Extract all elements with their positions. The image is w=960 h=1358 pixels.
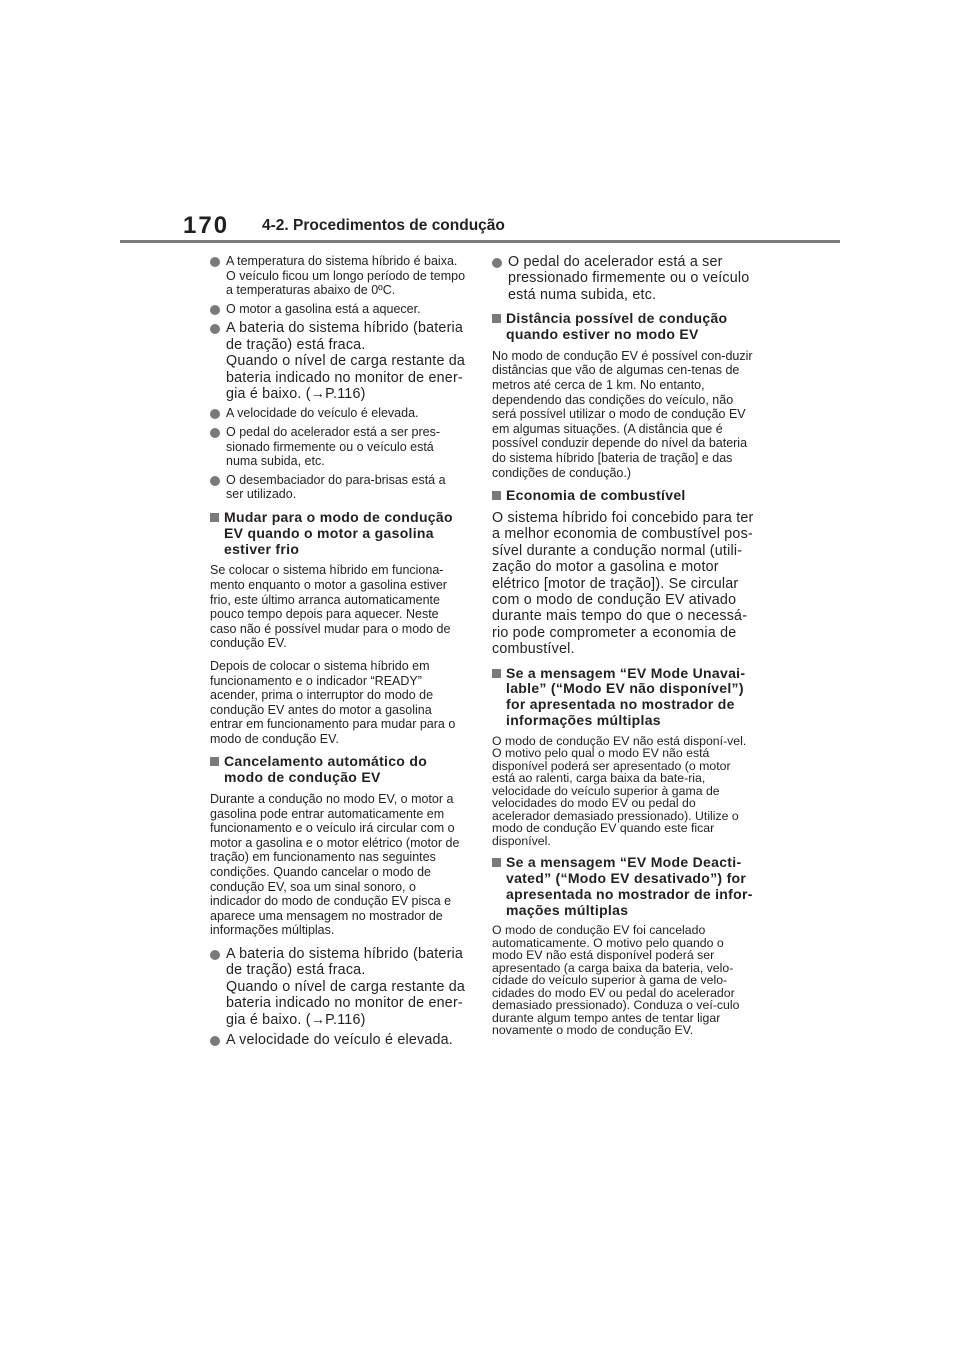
bullet-title: A temperatura do sistema híbrido é baixa. bbox=[226, 254, 458, 268]
header-rule bbox=[120, 240, 840, 243]
bullet-note: O veículo ficou um longo período de tempo a temperaturas abaixo de 0ºC. bbox=[226, 268, 466, 298]
paragraph: O modo de condução EV foi cancelado automaticamente. O motivo pelo quando o modo EV não está disponível poderá ser apresentado (a carga baixa da bateria, velo-cidade do veículo superior à gama de velo-cidades do modo EV ou pedal do acelerador demasiado pressionado). Conduza o veí-culo durante algum tempo antes de tentar ligar novamente o modo de condução EV. bbox=[492, 923, 740, 1038]
section-heading: Se a mensagem “EV Mode Unavai-lable” (“Modo EV não disponível”) for apresentada no mostrador de informações múltiplas bbox=[492, 666, 754, 729]
bullet-item: A velocidade do veículo é elevada. bbox=[210, 406, 466, 421]
section-heading: Cancelamento automático do modo de condução EV bbox=[210, 754, 466, 786]
paragraph: O modo de condução EV não está disponí-vel. O motivo pelo qual o modo EV não está disponível poderá ser apresentado (o motor está ao ralenti, carga baixa da bate-ria, velocidade do veículo superior à gama de velocidades do modo EV ou pedal do acelerador demasiado pressionado). Utilize o modo de condução EV quando este ficar disponível. bbox=[492, 733, 747, 848]
left-column bbox=[210, 254, 466, 1052]
bullet-item bbox=[210, 946, 466, 1028]
paragraph: Depois de colocar o sistema híbrido em funcionamento e o indicador “READY” acender, prima o interruptor do modo de condução EV antes do motor a gasolina entrar em funcionamento para mudar para o modo de condução EV. bbox=[210, 658, 456, 746]
bullet-item bbox=[210, 320, 466, 402]
bullet-item: O desembaciador do para-brisas está a ser utilizado. bbox=[210, 473, 466, 502]
bullet-item: O pedal do acelerador está a ser pressionado firmemente ou o veículo está numa subida, etc. bbox=[492, 254, 754, 303]
section-heading: Distância possível de condução quando estiver no modo EV bbox=[492, 311, 754, 343]
bullet-note: Quando o nível de carga restante da bateria indicado no monitor de ener-gia é baixo. (→P.116) bbox=[226, 978, 466, 1028]
bullet-title: A bateria do sistema híbrido (bateria de tração) está fraca. bbox=[226, 946, 464, 979]
right-column bbox=[492, 254, 754, 1045]
section-heading: Mudar para o modo de condução EV quando o motor a gasolina estiver frio bbox=[210, 510, 466, 557]
bullet-item: O pedal do acelerador está a ser pres-sionado firmemente ou o veículo está numa subida, etc. bbox=[210, 425, 466, 469]
page-number: 170 bbox=[183, 212, 230, 239]
paragraph: No modo de condução EV é possível con-duzir distâncias que vão de algumas cen-tenas de metros até cerca de 1 km. No entanto, dependendo das condições do veículo, não será possível utilizar o modo de condução EV em algumas situações. (A distância que é possível conduzir depende do nível da bateria do sistema híbrido [bateria de tração] e das condições de condução.) bbox=[492, 348, 753, 480]
bullet-note: Quando o nível de carga restante da bateria indicado no monitor de ener-gia é baixo. (→P.116) bbox=[226, 353, 466, 402]
section-heading: Economia de combustível bbox=[492, 488, 754, 504]
bullet-item: A velocidade do veículo é elevada. bbox=[210, 1032, 466, 1048]
paragraph: O sistema híbrido foi concebido para ter a melhor economia de combustível pos-sível durante a condução normal (utili-zação do motor a gasolina e motor elétrico [motor de tração]). Se circular com o modo de condução EV ativado durante mais tempo do que o necessá-rio pode comprometer a economia de combustível. bbox=[492, 509, 754, 658]
paragraph: Durante a condução no modo EV, o motor a gasolina pode entrar automaticamente em funcionamento e o veículo irá circular com o motor a gasolina e o motor elétrico (motor de tração) em funcionamento nas seguintes condições. Quando cancelar o modo de condução EV, soa um sinal sonoro, o indicador do modo de condução EV pisca e aparece uma mensagem no mostrador de informações múltiplas. bbox=[210, 792, 460, 938]
bullet-item bbox=[210, 254, 466, 298]
bullet-item: O motor a gasolina está a aquecer. bbox=[210, 302, 466, 317]
paragraph: Se colocar o sistema híbrido em funciona-mento enquanto o motor a gasolina estiver frio, este último arranca automaticamente pouco tempo depois para aquecer. Neste caso não é possível mudar para o modo de condução EV. bbox=[210, 563, 451, 651]
section-title: 4-2. Procedimentos de condução bbox=[262, 217, 505, 234]
bullet-title: A bateria do sistema híbrido (bateria de tração) está fraca. bbox=[226, 320, 464, 353]
section-heading: Se a mensagem “EV Mode Deacti-vated” (“Modo EV desativado”) for apresentada no mostrador de infor-mações múltiplas bbox=[492, 855, 754, 918]
